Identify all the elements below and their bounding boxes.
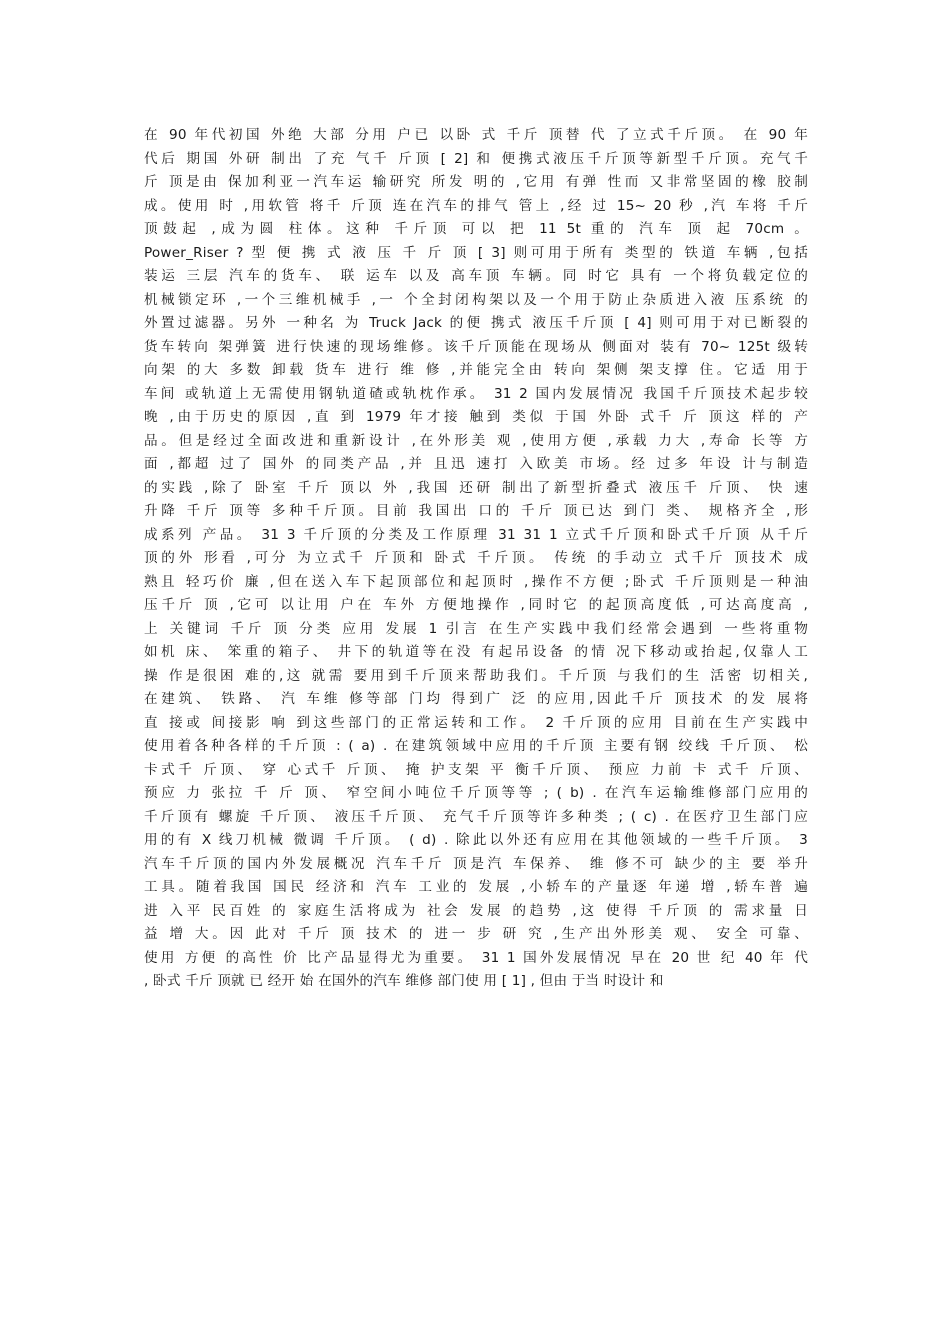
text-line: 益 增 大。因 此对 千斤 顶 技术 的 进一 步 研 究 ,生产出外形美 观、 安全 可靠、 <box>144 926 808 942</box>
text-line: 车间 或轨道上无需使用钢轨道碴或轨枕作承。 31 2 国内发展情况 我国千斤顶技术起步较 <box>144 385 808 402</box>
text-line: 用的有 X 线刀机械 微调 千斤顶。 ( d) . 除此以外还有应用在其他领域的一些千斤顶。 3 <box>144 832 808 848</box>
text-line: 进 入平 民百姓 的 家庭生活将成为 社会 发展 的趋势 ,这 使得 千斤顶 的 需求量 日 <box>144 902 808 919</box>
text-line: 预应 力 张拉 千 斤 顶、 窄空间小吨位千斤顶等等 ; ( b) . 在汽车运输维修部门应用的 <box>144 785 808 801</box>
text-line: 机械锁定环 ,一个三维机械手 ,一 个全封闭构架以及一个用于防止杂质进入液 压系统 的 <box>144 291 808 308</box>
text-line: 向架 的大 多数 卸载 货车 进行 维 修 ,并能完全由 转向 架侧 架支撑 住。它适 用于 <box>144 362 808 378</box>
text-line: , 卧式 千斤 顶就 已 经开 始 在国外的汽车 维修 部门使 用 [ 1] , 但由 于当 时设计 和 <box>144 973 664 989</box>
text-line: 成。使用 时 ,用软管 将千 斤顶 连在汽车的排气 管上 ,经 过 15~ 20 秒 ,汽 车将 千斤 <box>144 197 808 214</box>
text-line: 成系列 产品。 31 3 千斤顶的分类及工作原理 31 31 1 立式千斤顶和卧式千斤顶 从千斤 <box>144 526 808 543</box>
text-line: 如机 床、 笨重的箱子、 井下的轨道等在没 有起吊设备 的情 况下移动或抬起,仅靠人工 <box>144 644 808 660</box>
text-line: 货车转向 架弹簧 进行快速的现场维修。该千斤顶能在现场从 侧面对 装有 70~ 125t 级转 <box>144 338 808 355</box>
text-line: 上 关键词 千斤 顶 分类 应用 发展 1 引言 在生产实践中我们经常会遇到 一些将重物 <box>144 620 808 637</box>
text-line: Power_Riser ? 型 便 携 式 液 压 千 斤 顶 [ 3] 则可用于所有 类型的 铁道 车辆 ,包括 <box>144 244 808 261</box>
text-line: 在建筑、 铁路、 汽 车维 修等部 门均 得到广 泛 的应用,因此千斤 顶技术 的发 展将 <box>144 691 808 707</box>
text-line: 顶的外 形看 ,可分 为立式千 斤顶和 卧式 千斤顶。 传统 的手动立 式千斤 顶技术 成 <box>144 550 808 566</box>
text-line: 在 90 年代初国 外绝 大部 分用 户已 以卧 式 千斤 顶替 代 了立式千斤顶。 在 90 年 <box>144 127 808 143</box>
text-line: 使用着各种各样的千斤顶 : ( a) . 在建筑领域中应用的千斤顶 主要有钢 绞线 千斤顶、 松 <box>144 738 808 754</box>
text-line: 代后 期国 外研 制出 了充 气千 斤顶 [ 2] 和 便携式液压千斤顶等新型千斤顶。充气千 <box>144 150 808 167</box>
text-line: 的实践 ,除了 卧室 千斤 顶以 外 ,我国 还研 制出了新型折叠式 液压千 斤顶、 快 速 <box>144 479 808 496</box>
body-text <box>144 124 808 994</box>
text-line: 晚 ,由于历史的原因 ,直 到 1979 年才接 触到 类似 于国 外卧 式千 斤 顶这 样的 产 <box>144 409 808 425</box>
text-line: 熟且 轻巧价 廉 ,但在送入车下起顶部位和起顶时 ,操作不方便 ;卧式 千斤顶则是一种油 <box>144 573 808 590</box>
text-line: 斤 顶是由 保加利亚一汽车运 输研究 所发 明的 ,它用 有弹 性而 又非常坚固的橡 胶制 <box>144 174 808 190</box>
text-line: 工具。随着我国 国民 经济和 汽车 工业的 发展 ,小轿车的产量逐 年递 增 ,轿车普 遍 <box>144 879 808 895</box>
text-line: 千斤顶有 螺旋 千斤顶、 液压千斤顶、 充气千斤顶等许多种类 ; ( c) . 在医疗卫生部门应 <box>144 808 808 825</box>
text-line: 汽车千斤顶的国内外发展概况 汽车千斤 顶是汽 车保养、 维 修不可 缺少的主 要 举升 <box>144 855 808 872</box>
text-line: 操 作是很困 难的,这 就需 要用到千斤顶来帮助我们。千斤顶 与我们的生 活密 切相关, <box>144 667 808 684</box>
text-line: 卡式千 斤顶、 穿 心式千 斤顶、 掩 护支架 平 衡千斤顶、 预应 力前 卡 式千 斤顶、 <box>144 761 808 778</box>
text-line: 压千斤 顶 ,它可 以让用 户在 车外 方便地操作 ,同时它 的起顶高度低 ,可达高度高 , <box>144 597 808 613</box>
text-line: 品。但是经过全面改进和重新设计 ,在外形美 观 ,使用方便 ,承载 力大 ,寿命 长等 方 <box>144 432 808 449</box>
text-line: 直 接或 间接影 响 到这些部门的正常运转和工作。 2 千斤顶的应用 目前在生产实践中 <box>144 714 808 731</box>
text-line: 使用 方便 的高性 价 比产品显得尤为重要。 31 1 国外发展情况 早在 20 世 纪 40 年 代 <box>144 949 808 966</box>
text-line: 外置过滤器。另外 一种名 为 Truck Jack 的便 携式 液压千斤顶 [ 4] 则可用于对已断裂的 <box>144 315 808 331</box>
text-line: 升降 千斤 顶等 多种千斤顶。目前 我国出 口的 千斤 顶已达 到门 类、 规格齐全 ,形 <box>144 503 808 519</box>
text-line: 顶鼓起 ,成为圆 柱体。这种 千斤顶 可以 把 11 5t 重的 汽车 顶 起 70cm 。 <box>144 221 808 237</box>
text-line: 装运 三层 汽车的货车、 联 运车 以及 高车顶 车辆。同 时它 具有 一个将负载定位的 <box>144 268 808 284</box>
text-line: 面 ,都超 过了 国外 的同类产品 ,并 且迅 速打 入欧美 市场。经 过多 年设 计与制造 <box>144 456 808 472</box>
